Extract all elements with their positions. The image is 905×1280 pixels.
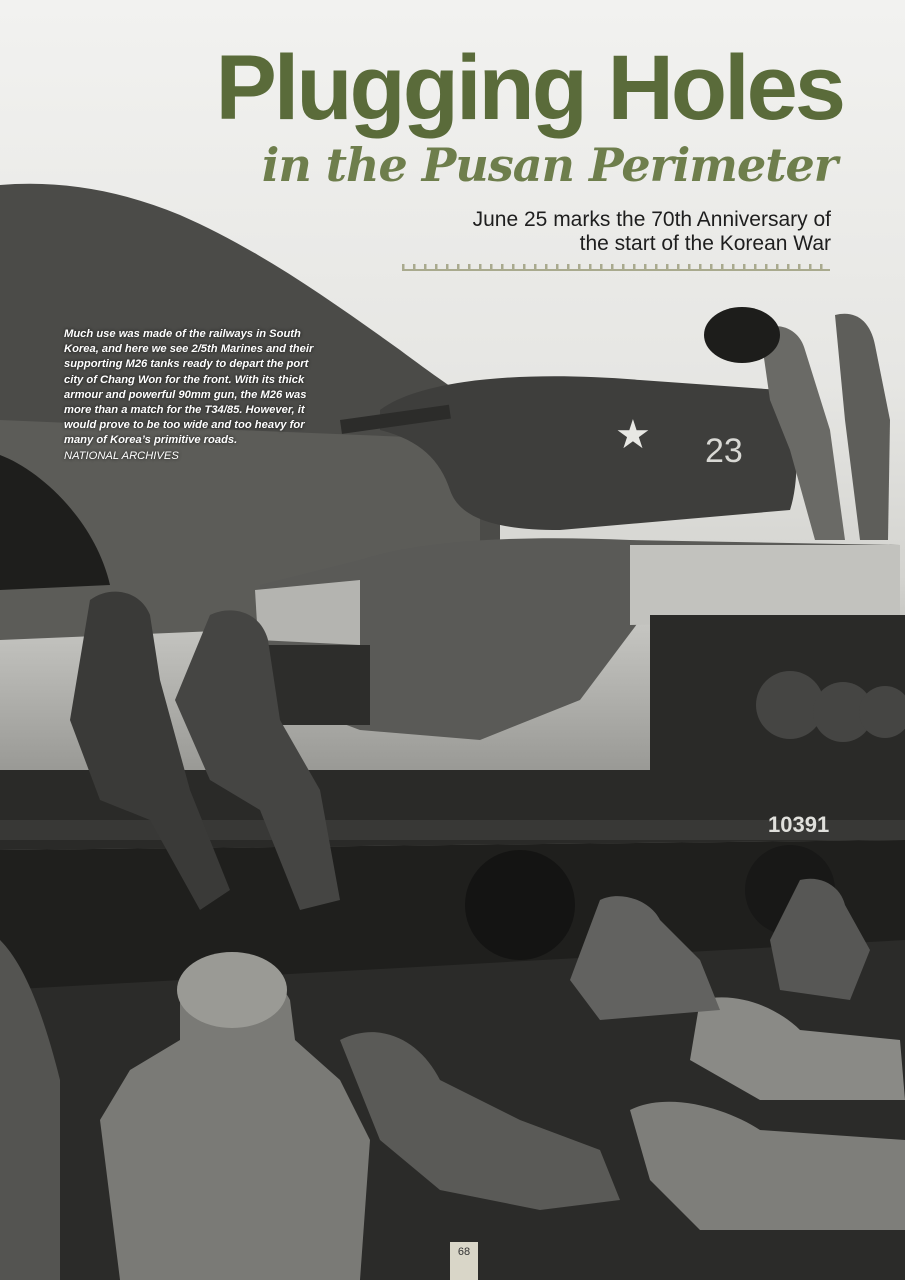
- tank-turret-star: ★: [615, 412, 651, 458]
- soldier-on-tank-2: [835, 314, 890, 540]
- headline-subtitle: in the Pusan Perimeter: [261, 138, 837, 192]
- photo-credit: NATIONAL ARCHIVES: [64, 449, 179, 462]
- railcar-wheel: [465, 850, 575, 960]
- decorative-dotted-rule: [402, 262, 830, 272]
- headline-title: Plugging Holes: [215, 37, 843, 139]
- hatch-cover: [704, 307, 780, 363]
- photo-caption: [64, 327, 314, 464]
- photo-caption-text: Much use was made of the railways in South Korea, and here we see 2/5th Marines and their supporting M26 tanks ready to depart the port city of Chang Won for the front. With its thick armour and powerful 90mm gun, the M26 was more than a match for the T34/85. However, it would prove to be too wide and too heavy for many of Korea’s primitive roads.: [64, 328, 314, 447]
- standfirst-line-2: the start of the Korean War: [579, 232, 831, 255]
- standfirst-line-1: June 25 marks the 70th Anniversary of: [472, 208, 831, 231]
- tank-number-text: 23: [705, 432, 743, 470]
- railcar-number-text: 10391: [768, 812, 830, 837]
- page-number: 68: [450, 1242, 478, 1280]
- marine-helmet: [177, 952, 287, 1028]
- standfirst: [411, 208, 831, 256]
